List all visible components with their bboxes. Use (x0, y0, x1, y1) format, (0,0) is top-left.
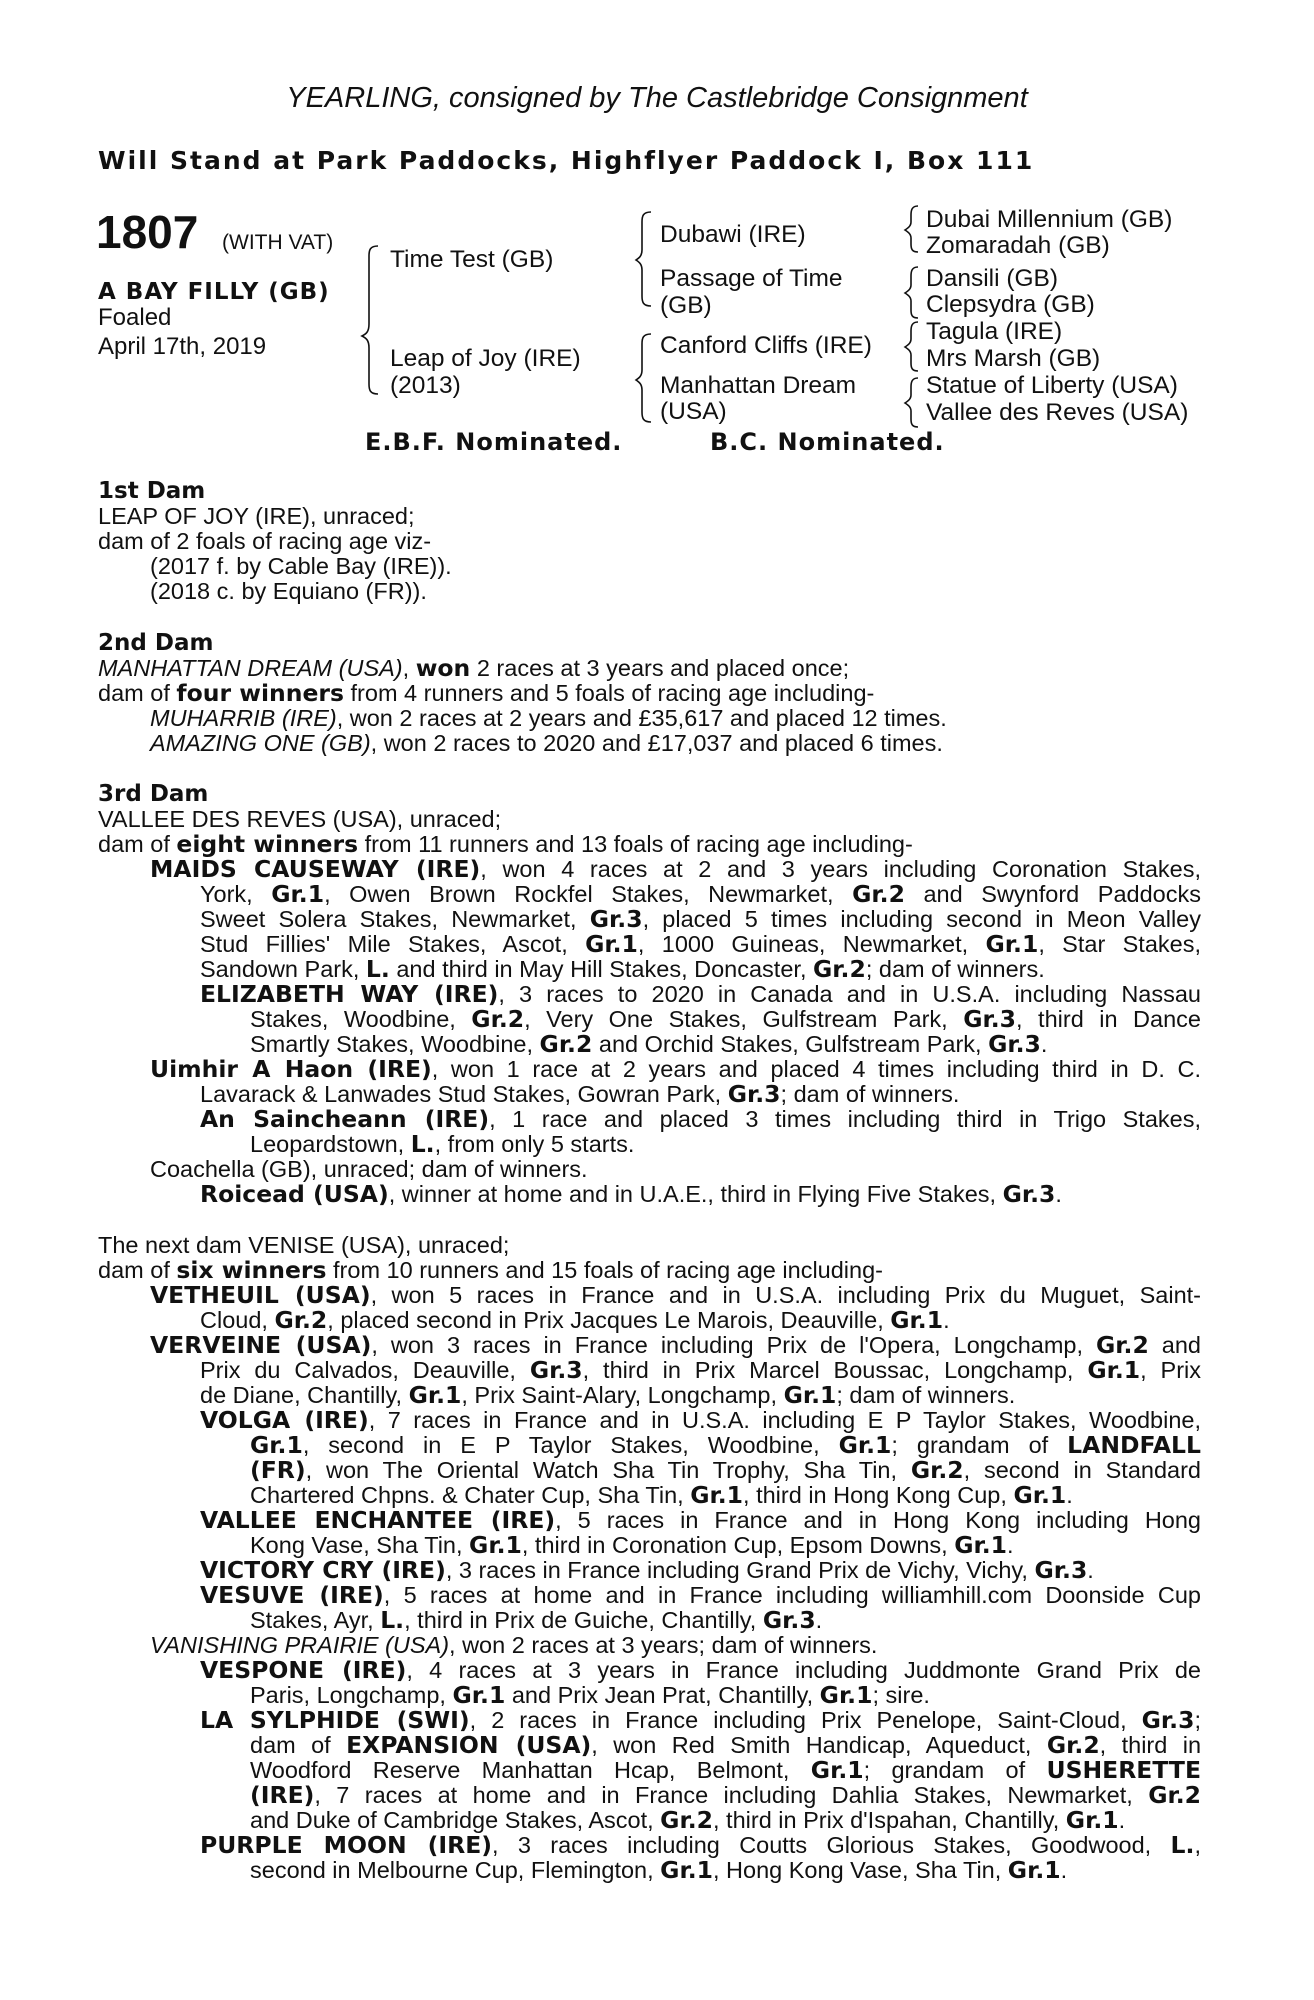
produce-vetheuil: VETHEUIL (USA), won 5 races in France and in U.S.A. including Prix du Muguet, Saint- (150, 1281, 1201, 1309)
produce-roicead: Roicead (USA), winner at home and in U.A.E., third in Flying Five Stakes, Gr.3. (200, 1180, 1062, 1208)
produce-elizabeth-way: Smartly Stakes, Woodbine, Gr.2 and Orchid Stakes, Gulfstream Park, Gr.3. (250, 1030, 1048, 1058)
pedigree-dam-year: (2013) (390, 372, 461, 399)
produce-an-saincheann: An Saincheann (IRE), 1 race and placed 3 times including third in Trigo Stakes, (200, 1105, 1202, 1133)
pedigree-sire: Time Test (GB) (390, 246, 554, 273)
pedigree-ddd: Vallee des Reves (USA) (926, 399, 1189, 426)
pedigree-dam: Leap of Joy (IRE) (390, 345, 581, 372)
produce-vespone: Paris, Longchamp, Gr.1 and Prix Jean Prat, Chantilly, Gr.1; sire. (250, 1681, 930, 1709)
pedigree-sire-sire: Dubawi (IRE) (660, 221, 806, 248)
bc-nominated: B.C. Nominated. (710, 428, 945, 456)
produce-maids-causeway: York, Gr.1, Owen Brown Rockfel Stakes, Newmarket, Gr.2 and Swynford Paddocks (200, 880, 1201, 908)
dam-name: MANHATTAN DREAM (USA) (98, 655, 403, 681)
produce-vetheuil: Cloud, Gr.2, placed second in Prix Jacques Le Marois, Deauville, Gr.1. (200, 1306, 950, 1334)
pedigree-dam-dam: Manhattan Dream (660, 372, 857, 399)
consignor-line: YEARLING, consigned by The Castlebridge Consignment (286, 82, 1028, 114)
produce-maids-causeway: Stud Fillies' Mile Stakes, Ascot, Gr.1, 1000 Guineas, Newmarket, Gr.1, Star Stakes, (200, 930, 1202, 958)
produce-vesuve: Stakes, Ayr, L., third in Prix de Guiche, Chantilly, Gr.3. (250, 1606, 823, 1634)
produce-uimhir-a-haon: Lavarack & Lanwades Stud Stakes, Gowran Park, Gr.3; dam of winners. (200, 1080, 960, 1108)
second-dam-line: dam of four winners from 4 runners and 5 foals of racing age including- (98, 679, 875, 707)
pedigree-dds: Statue of Liberty (USA) (926, 372, 1178, 399)
produce-maids-causeway: Sandown Park, L. and third in May Hill Stakes, Doncaster, Gr.2; dam of winners. (200, 955, 1045, 983)
second-dam-heading: 2nd Dam (98, 630, 214, 656)
pedigree-dam-dam-country: (USA) (660, 398, 727, 425)
produce-purple-moon: second in Melbourne Cup, Flemington, Gr.1, Hong Kong Vase, Sha Tin, Gr.1. (250, 1856, 1068, 1884)
produce-purple-moon: PURPLE MOON (IRE), 3 races including Coutts Glorious Stakes, Goodwood, L., (200, 1831, 1201, 1859)
produce-la-sylphide: and Duke of Cambridge Stakes, Ascot, Gr.2, third in Prix d'Ispahan, Chantilly, Gr.1. (250, 1806, 1126, 1834)
produce-verveine: de Diane, Chantilly, Gr.1, Prix Saint-Alary, Longchamp, Gr.1; dam of winners. (200, 1381, 1016, 1409)
lot-number: 1807 (96, 206, 199, 258)
produce-verveine: VERVEINE (USA), won 3 races in France including Prix de l'Opera, Longchamp, Gr.2 and (150, 1331, 1201, 1359)
vat-note: (WITH VAT) (222, 231, 334, 254)
produce-vallee-enchantee: Kong Vase, Sha Tin, Gr.1, third in Coronation Cup, Epsom Downs, Gr.1. (250, 1531, 1014, 1559)
produce-la-sylphide: (IRE), 7 races at home and in France including Dahlia Stakes, Newmarket, Gr.2 (250, 1781, 1201, 1809)
third-dam-line: dam of eight winners from 11 runners and 13 foals of racing age including- (98, 830, 913, 858)
pedigree-sire-dam-country: (GB) (660, 292, 712, 319)
next-dam-line: The next dam VENISE (USA), unraced; (98, 1232, 510, 1258)
pedigree-dss: Tagula (IRE) (926, 318, 1063, 345)
produce-verveine: Prix du Calvados, Deauville, Gr.3, third in Prix Marcel Boussac, Longchamp, Gr.1, Prix (200, 1356, 1202, 1384)
pedigree-sdd: Clepsydra (GB) (926, 291, 1095, 318)
stand-location: Will Stand at Park Paddocks, Highflyer Paddock I, Box 111 (98, 146, 1035, 175)
pedigree-sss: Dubai Millennium (GB) (926, 206, 1173, 233)
produce-an-saincheann: Leopardstown, L., from only 5 starts. (250, 1130, 635, 1158)
produce-la-sylphide: LA SYLPHIDE (SWI), 2 races in France including Prix Penelope, Saint-Cloud, Gr.3; (200, 1706, 1201, 1734)
pedigree-dam-sire: Canford Cliffs (IRE) (660, 332, 872, 359)
produce-volga: VOLGA (IRE), 7 races in France and in U.S.A. including E P Taylor Stakes, Woodbine, (200, 1406, 1201, 1434)
pedigree-sds: Dansili (GB) (926, 265, 1059, 292)
produce-volga: Chartered Chpns. & Chater Cup, Sha Tin, Gr.1, third in Hong Kong Cup, Gr.1. (250, 1481, 1073, 1509)
produce-victory-cry: VICTORY CRY (IRE), 3 races in France including Grand Prix de Vichy, Vichy, Gr.3. (200, 1556, 1094, 1584)
first-dam-heading: 1st Dam (98, 478, 206, 504)
pedigree-ssd: Zomaradah (GB) (926, 232, 1110, 259)
produce-uimhir-a-haon: Uimhir A Haon (IRE), won 1 race at 2 years and placed 4 times including third in D. C. (150, 1055, 1201, 1083)
pedigree-sire-dam: Passage of Time (660, 265, 843, 292)
produce-elizabeth-way: ELIZABETH WAY (IRE), 3 races to 2020 in Canada and in U.S.A. including Nassau (200, 980, 1202, 1008)
produce-vesuve: VESUVE (IRE), 5 races at home and in France including williamhill.com Doonside Cup (200, 1581, 1201, 1609)
next-dam-line: dam of six winners from 10 runners and 15 foals of racing age including- (98, 1256, 883, 1284)
produce-maids-causeway: Sweet Solera Stakes, Newmarket, Gr.3, placed 5 times including second in Meon Valley (200, 905, 1202, 933)
produce-la-sylphide: dam of EXPANSION (USA), won Red Smith Handicap, Aqueduct, Gr.2, third in (250, 1731, 1202, 1759)
produce-vespone: VESPONE (IRE), 4 races at 3 years in France including Juddmonte Grand Prix de (200, 1656, 1202, 1684)
second-dam-line: MANHATTAN DREAM (USA), won 2 races at 3 years and placed once; (98, 654, 850, 682)
pedigree-dsd: Mrs Marsh (GB) (926, 345, 1101, 372)
second-dam-produce: MUHARRIB (IRE), won 2 races at 2 years and £35,617 and placed 12 times. (150, 705, 947, 731)
third-dam-heading: 3rd Dam (98, 781, 209, 807)
foaled-label: Foaled (98, 304, 172, 331)
produce-elizabeth-way: Stakes, Woodbine, Gr.2, Very One Stakes, Gulfstream Park, Gr.3, third in Dance (250, 1005, 1201, 1033)
produce-volga: (FR), won The Oriental Watch Sha Tin Trophy, Sha Tin, Gr.2, second in Standard (250, 1456, 1201, 1484)
produce-volga: Gr.1, second in E P Taylor Stakes, Woodbine, Gr.1; grandam of LANDFALL (250, 1431, 1201, 1459)
first-dam-line: dam of 2 foals of racing age viz- (98, 528, 432, 554)
produce-la-sylphide: Woodford Reserve Manhattan Hcap, Belmont, Gr.1; grandam of USHERETTE (250, 1756, 1202, 1784)
first-dam-line: LEAP OF JOY (IRE), unraced; (98, 503, 415, 529)
produce-vanishing-prairie: VANISHING PRAIRIE (USA), won 2 races at 3 years; dam of winners. (150, 1632, 878, 1658)
produce-vallee-enchantee: VALLEE ENCHANTEE (IRE), 5 races in France and in Hong Kong including Hong (200, 1506, 1201, 1534)
third-dam-line: VALLEE DES REVES (USA), unraced; (98, 806, 502, 832)
produce-coachella: Coachella (GB), unraced; dam of winners. (150, 1156, 588, 1182)
won-bold: won (415, 654, 471, 682)
foaled-date: April 17th, 2019 (98, 333, 267, 360)
first-dam-foal: (2017 f. by Cable Bay (IRE)). (150, 553, 452, 579)
produce-maids-causeway: MAIDS CAUSEWAY (IRE), won 4 races at 2 and 3 years including Coronation Stakes, (150, 855, 1201, 883)
ebf-nominated: E.B.F. Nominated. (365, 428, 623, 456)
horse-name: A BAY FILLY (GB) (98, 279, 330, 305)
first-dam-foal: (2018 c. by Equiano (FR)). (150, 578, 427, 604)
second-dam-produce: AMAZING ONE (GB), won 2 races to 2020 and £17,037 and placed 6 times. (150, 730, 943, 756)
